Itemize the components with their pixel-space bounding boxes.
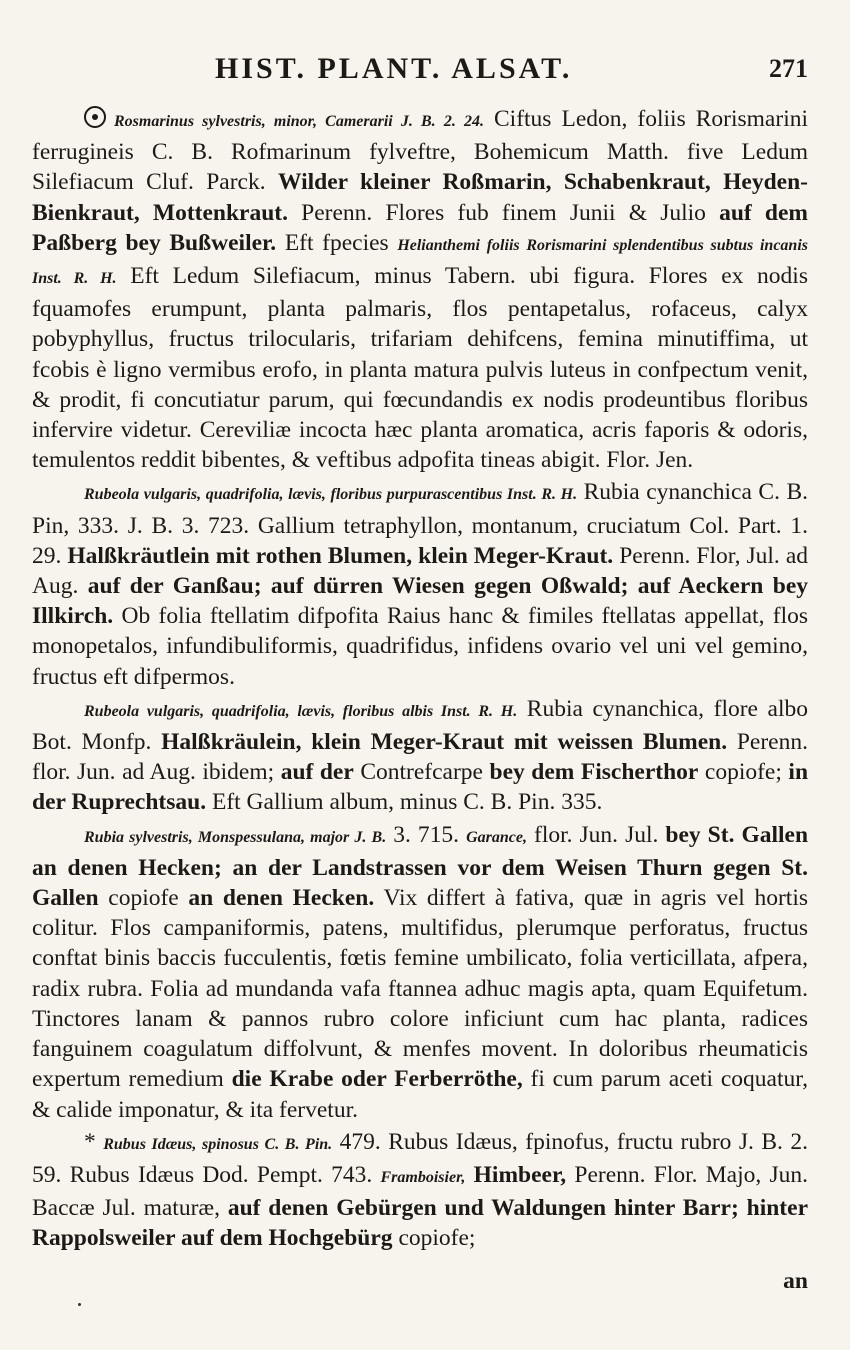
german-locality: auf der [280, 759, 354, 786]
entry-body: Eft fpecies [284, 229, 389, 256]
page-number: 271 [769, 54, 808, 83]
entry-mark: * [84, 1128, 96, 1155]
german-locality: an denen Hecken. [188, 885, 375, 912]
german-name: Halßkräutlein mit rothen Blumen, klein Meger-Kraut. [67, 542, 614, 569]
german-name: Wilder kleiner Roßmarin, Schabenkraut, Heyden-Bienkraut, Mottenkraut. [32, 169, 809, 226]
entry-body: Perenn. Flores fub finem Junii & Julio [301, 199, 706, 226]
entry-rubia-sylvestris [32, 820, 808, 1125]
entry-body: Ob folia ftellatim difpofita Raius hanc & fimiles ftellatas appellat, flos monopetalos, infundibuliformis, quadrifidus, infidens ovario vel uni vel gemino, fructus eft difpermos. [32, 603, 809, 690]
entry-body: Vix differt à fativa, quæ in agris vel hortis colitur. Flos campaniformis, patens, multifidus, plerumque perforatus, fructus conftat binis baccis fucculentis, fœtis femine umbilicato, folia verticillata, afpera, radix rubra. Folia ad mundanda vafa ftannea adhuc magis apta, quam Equifetum. Tinctores lanam & pannos rubro colore inficiunt cum hac planta, radices fanguinem coagulatum diffolvunt, & menfes movent. In doloribus rheumaticis expertum remedium [32, 885, 809, 1093]
entry-rubus-idaeus [32, 1127, 808, 1254]
catchword: an [783, 1268, 808, 1294]
entry-body: fi cum parum aceti coquatur, & calide imponatur, & ita fervetur. [32, 1066, 809, 1123]
entry-body: 479. Rubus Idæus, fpinofus, fructu rubro J. B. 2. 59. Rubus Idæus Dod. Pempt. 743. [32, 1128, 809, 1188]
page-text [32, 104, 808, 1254]
entry-body: Perenn. flor. Jun. ad Aug. ibidem; [32, 729, 808, 786]
entry-body: Perenn. Flor, Jul. ad Aug. [32, 542, 809, 600]
entry-body: Ciftus Ledon, foliis Rorismarini ferrugineis C. B. Rofmarinum fylveftre, Bohemicum Matth. five Ledum Silefiacum Cluf. Parck. [32, 106, 808, 196]
entry-name: Rosmarinus sylvestris, minor, Camerarii J. B. 2. 24. [114, 113, 484, 130]
entry-body: copiofe; [704, 759, 782, 786]
entry-body: Perenn. Flor. Majo, Jun. Baccæ Jul. maturæ, [32, 1161, 809, 1222]
perennial-sun-icon [84, 106, 106, 128]
entry-rosmarinus [32, 104, 808, 475]
german-locality: bey dem Fischerthor [489, 759, 699, 786]
ink-speck [78, 1303, 81, 1306]
entry-body: Eft Gallium album, minus C. B. Pin. 335. [211, 789, 603, 816]
german-name: Halßkräulein, klein Meger-Kraut mit weissen Blumen. [161, 729, 728, 756]
german-name: Himbeer, [473, 1161, 567, 1188]
german-locality: auf der Ganßau; auf dürren Wiesen gegen Oßwald; auf Aeckern bey Illkirch. [32, 573, 809, 630]
entry-name: Rubeola vulgaris, quadrifolia, lævis, floribus albis Inst. R. H. [84, 702, 518, 720]
entry-body: copiofe [108, 885, 179, 912]
entry-body: flor. Jun. Jul. [534, 821, 659, 848]
entry-body: Eft Ledum Silefiacum, minus Tabern. ubi figura. Flores ex nodis fquamofes erumpunt, planta palmaris, flos pentapetalus, rofaceus, calyx pobyphyllus, fructus trilocularis, trifariam dehifcens, femina minutiffima, ut fcobis è ligno vermibus erofo, in planta matura pulvis luteus in confpectum venit, & prodit, fi concutiatur parum, qui fœcundandis ex nodis prodeuntibus floribus infervire videtur. Cereviliæ incocta hæc planta aromatica, acris faporis & odoris, temulentos reddit bibentes, & veftibus adpofita tineas abigit. Flor. Jen. [32, 263, 808, 474]
entry-french-name: Framboisier, [380, 1168, 466, 1186]
german-name: die Krabe oder Ferberröthe, [231, 1066, 523, 1093]
entry-body: 3. 715. [393, 821, 460, 848]
entry-french-name: Garance, [466, 828, 527, 846]
entry-body: Contrefcarpe [360, 759, 483, 786]
running-title: HIST. PLANT. ALSAT. [215, 52, 573, 85]
german-locality: auf denen Gebürgen und Waldungen hinter Barr; hinter Rappolsweiler auf dem Hochgebürg [32, 1195, 808, 1252]
page-header [0, 52, 850, 92]
german-locality: auf dem Paßberg bey Bußweiler. [32, 199, 808, 256]
entry-rubeola-albis [32, 694, 808, 818]
entry-synonym: Helianthemi foliis Rorismarini splendentibus subtus incanis Inst. R. H. [32, 236, 808, 288]
entry-name: Rubeola vulgaris, quadrifolia, lævis, floribus purpurascentibus Inst. R. H. [84, 486, 578, 504]
entry-name: Rubia sylvestris, Monspessulana, major J. B. [84, 828, 387, 846]
entry-body: Rubia cynanchica, flore albo Bot. Monfp. [32, 695, 809, 756]
entry-body: copiofe; [398, 1225, 476, 1252]
german-locality: in der Ruprechtsau. [32, 759, 809, 816]
german-locality: bey St. Gallen an denen Hecken; an der Landstrassen vor dem Weisen Thurn gegen St. Gallen [32, 821, 809, 912]
entry-name: Rubus Idæus, spinosus C. B. Pin. [103, 1135, 333, 1153]
entry-body: Rubia cynanchica C. B. Pin, 333. J. B. 3. 723. Gallium tetraphyllon, montanum, cruciatum Col. Part. 1. 29. [32, 479, 808, 569]
entry-rubeola-purpurascens [32, 477, 808, 691]
